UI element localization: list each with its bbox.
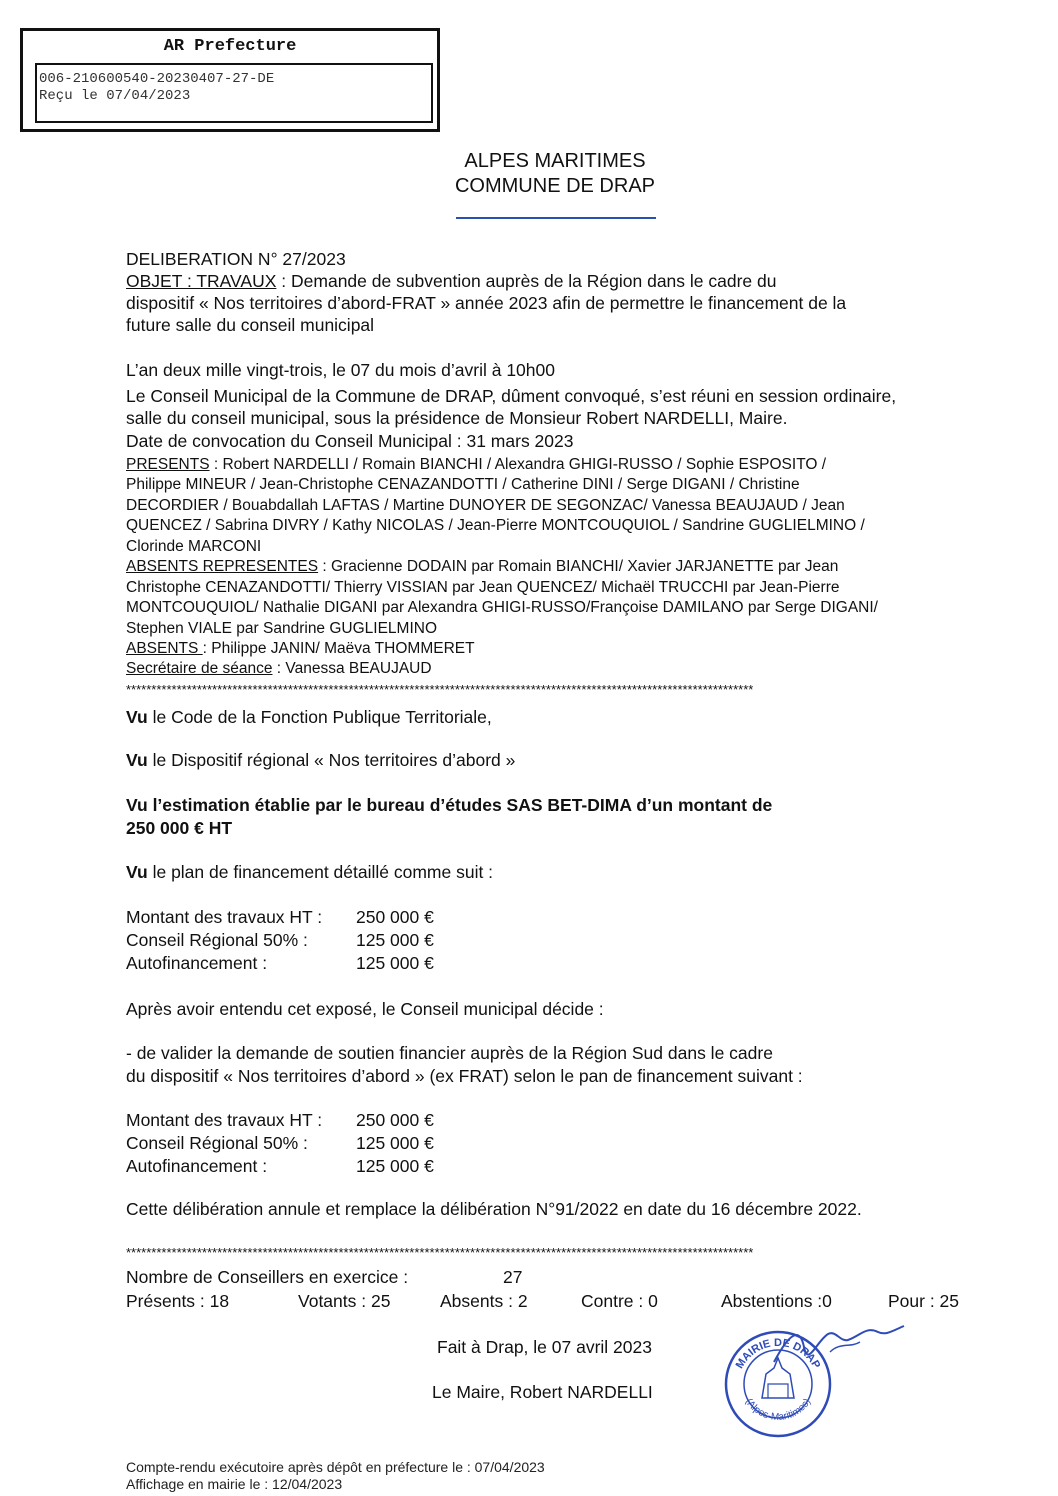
vu-keyword-2: Vu — [126, 750, 148, 770]
session-date: L’an deux mille vingt-trois, le 07 du mois d’avril à 10h00 — [126, 360, 555, 380]
absents-label: ABSENTS — [126, 640, 203, 657]
represented-line-3: MONTCOUQUIOL/ Nathalie DIGANI par Alexandra GHIGI-RUSSO/Françoise DAMILANO par Serge DIGANI/ — [126, 599, 878, 616]
object-label: OBJET : TRAVAUX — [126, 271, 277, 291]
vote-pour: Pour : 25 — [888, 1291, 960, 1311]
financing-amount: 250 000 € — [356, 907, 434, 927]
seal-bottom-text: (Alpes-Maritimes) — [742, 1396, 814, 1424]
footer-posting: Affichage en mairie le : 12/04/2023 — [126, 1476, 343, 1492]
stamp-reference: 006-210600540-20230407-27-DE — [39, 71, 275, 87]
presents-line-4: QUENCEZ / Sabrina DIVRY / Kathy NICOLAS / Jean-Pierre MONTCOUQUIOL / Sandrine GUGLIELMINO / — [126, 517, 865, 534]
header-divider — [456, 217, 656, 219]
absents-line — [126, 639, 475, 660]
ar-prefecture-stamp — [20, 28, 440, 132]
financing-label: Montant des travaux HT : — [126, 1110, 323, 1130]
absents-text: : Philippe JANIN/ Maëva THOMMERET — [202, 640, 475, 657]
deliberation-number: DELIBERATION N° 27/2023 — [126, 249, 346, 269]
financing-label: Conseil Régional 50% : — [126, 1133, 308, 1153]
presents-label: PRESENTS — [126, 456, 210, 473]
vote-presents: Présents : 18 — [126, 1291, 230, 1311]
annulment-note: Cette délibération annule et remplace la délibération N°91/2022 en date du 16 décembre 2022. — [126, 1199, 862, 1219]
presents-line-1 — [126, 455, 826, 476]
object-line-3: future salle du conseil municipal — [126, 315, 375, 335]
object-line-1 — [126, 271, 776, 292]
vu-estimation-line-1: Vu l’estimation établie par le bureau d’études SAS BET-DIMA d’un montant de — [126, 795, 773, 815]
footer-executory: Compte-rendu exécutoire après dépôt en préfecture le : 07/04/2023 — [126, 1459, 545, 1475]
financing-label: Autofinancement : — [126, 953, 268, 973]
presents-line-5: Clorinde MARCONI — [126, 538, 262, 555]
represented-label: ABSENTS REPRESENTES — [126, 558, 319, 575]
vu-line-2 — [126, 750, 515, 771]
decision-line-2: du dispositif « Nos territoires d’abord » (ex FRAT) selon le pan de financement suivant : — [126, 1066, 803, 1086]
decision-intro: Après avoir entendu cet exposé, le Conseil municipal décide : — [126, 999, 604, 1019]
vu-text-2: le Dispositif régional « Nos territoires d’abord » — [147, 750, 516, 770]
vote-contre: Contre : 0 — [581, 1291, 658, 1311]
convocation-date: Date de convocation du Conseil Municipal : 31 mars 2023 — [126, 431, 574, 451]
vu-line-4 — [126, 862, 493, 883]
mayor-name: Le Maire, Robert NARDELLI — [432, 1382, 653, 1402]
vote-abstentions: Abstentions :0 — [721, 1291, 832, 1311]
svg-text:(Alpes-Maritimes) — [743, 1397, 814, 1423]
seal-top-text: MAIRIE DE DRAP — [733, 1337, 823, 1371]
financing-label: Montant des travaux HT : — [126, 907, 323, 927]
presents-line-2: Philippe MINEUR / Jean-Christophe CENAZANDOTTI / Catherine DINI / Serge DIGANI / Christine — [126, 476, 800, 493]
secretary-text: : Vanessa BEAUJAUD — [272, 660, 432, 677]
vu-keyword-1: Vu — [126, 707, 148, 727]
represented-line-4: Stephen VIALE par Sandrine GUGLIELMINO — [126, 620, 438, 637]
presents-text-1: : Robert NARDELLI / Romain BIANCHI / Alexandra GHIGI-RUSSO / Sophie ESPOSITO / — [209, 456, 827, 473]
vu-line-1 — [126, 707, 492, 728]
financing-amount: 125 000 € — [356, 1156, 434, 1176]
secretary-label: Secrétaire de séance — [126, 660, 273, 677]
financing-amount: 125 000 € — [356, 953, 434, 973]
object-text-1: : Demande de subvention auprès de la Région dans le cadre du — [276, 271, 777, 291]
vu-estimation-line-2: 250 000 € HT — [126, 818, 233, 838]
stamp-received-date: Reçu le 07/04/2023 — [39, 88, 191, 104]
place-date: Fait à Drap, le 07 avril 2023 — [437, 1337, 652, 1357]
financing-amount: 125 000 € — [356, 930, 434, 950]
separator-stars-1: **************************************************************************************************************************** — [126, 682, 754, 697]
represented-text-1: : Gracienne DODAIN par Romain BIANCHI/ Xavier JARJANETTE par Jean — [318, 558, 839, 575]
decision-line-1: - de valider la demande de soutien financier auprès de la Région Sud dans le cadre — [126, 1043, 773, 1063]
financing-amount: 125 000 € — [356, 1133, 434, 1153]
financing-label: Autofinancement : — [126, 1156, 268, 1176]
session-line-2: salle du conseil municipal, sous la présidence de Monsieur Robert NARDELLI, Maire. — [126, 408, 788, 428]
vu-text-1: le Code de la Fonction Publique Territoriale, — [147, 707, 492, 727]
vote-votants: Votants : 25 — [298, 1291, 391, 1311]
presents-line-3: DECORDIER / Bouabdallah LAFTAS / Martine DUNOYER DE SEGONZAC/ Vanessa BEAUJAUD / Jean — [126, 497, 845, 514]
financing-amount: 250 000 € — [356, 1110, 434, 1130]
vu-keyword-4: Vu — [126, 862, 148, 882]
object-line-2: dispositif « Nos territoires d’abord-FRAT » année 2023 afin de permettre le financement de la — [126, 293, 847, 313]
represented-line-2: Christophe CENAZANDOTTI/ Thierry VISSIAN par Jean QUENCEZ/ Michaël TRUCCHI par Jean-Pierre — [126, 579, 840, 596]
mayor-signature — [770, 1312, 920, 1372]
department-title: ALPES MARITIMES — [464, 150, 646, 172]
commune-title: COMMUNE DE DRAP — [454, 175, 655, 197]
separator-stars-2: **************************************************************************************************************************** — [126, 1245, 754, 1260]
in-office-label: Nombre de Conseillers en exercice : — [126, 1267, 409, 1287]
vote-absents: Absents : 2 — [440, 1291, 528, 1311]
represented-line-1 — [126, 557, 838, 578]
in-office-count: 27 — [503, 1267, 523, 1287]
vu-text-4: le plan de financement détaillé comme suit : — [147, 862, 494, 882]
stamp-title: AR Prefecture — [163, 37, 297, 56]
session-line-1: Le Conseil Municipal de la Commune de DRAP, dûment convoqué, s’est réuni en session ordinaire, — [126, 386, 897, 406]
secretary-line — [126, 659, 432, 680]
financing-label: Conseil Régional 50% : — [126, 930, 308, 950]
